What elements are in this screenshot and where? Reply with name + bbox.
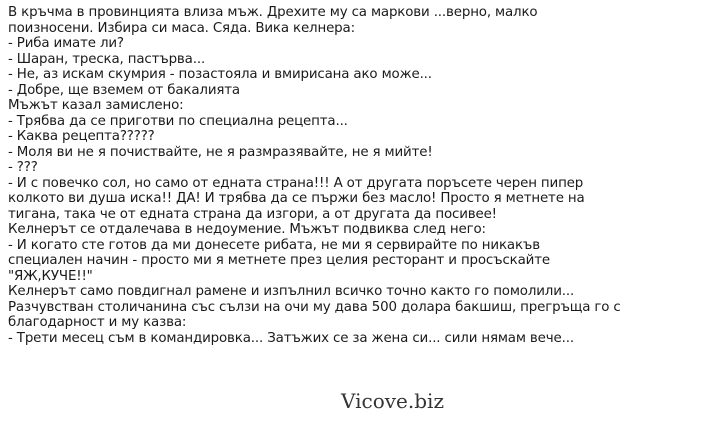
site-watermark: Vicove.biz (341, 389, 444, 413)
joke-line: - Шаран, треска, пастърва... (8, 51, 206, 67)
joke-line: В кръчма в провинцията влиза мъж. Дрехите му са маркови ...верно, малко (8, 5, 538, 20)
joke-line: - Каква рецепта????? (8, 129, 155, 144)
joke-line: "ЯЖ,КУЧЕ!!" (8, 268, 93, 284)
joke-line: - Риба имате ли? (8, 36, 124, 51)
joke-text (8, 5, 711, 346)
joke-line: - И с повечко сол, но само от едната страна!!! А от другата поръсете черен пипер (8, 175, 584, 191)
joke-line: Разчувстван столичанина със сълзи на очи му дава 500 долара бакшиш, прегръща го с (8, 299, 621, 315)
joke-line: - Моля ви не я почиствайте, не я размразявайте, не я мийте! (8, 144, 433, 160)
joke-line: благодарност и му казва: (8, 315, 187, 330)
joke-line: специален начин - просто ми я метнете през целия ресторант и просъскайте (8, 253, 550, 268)
joke-line: - Трябва да се приготви по специална рецепта... (8, 113, 348, 129)
joke-line: Келнерът само повдигнал рамене и изпълнил всичко точно както го помолили... (8, 284, 575, 299)
joke-line: - И когато сте готов да ми донесете рибата, не ми я сервирайте по никакъв (8, 237, 540, 253)
joke-line: - ??? (8, 160, 38, 175)
joke-line: - Трети месец съм в командировка... Затъжих се за жена си... сили нямам вече... (8, 330, 574, 346)
joke-line: Мъжът казал замислено: (8, 98, 184, 113)
joke-line: поизносени. Избира си маса. Сяда. Вика келнера: (8, 20, 355, 36)
joke-line: Келнерът се отдалечава в недоумение. Мъжът подвиква след него: (8, 222, 486, 237)
joke-line: колкото ви душа иска!! ДА! И трябва да се пържи без масло! Просто я метнете на (8, 191, 585, 206)
joke-line: - Не, аз искам скумрия - позастояла и вмирисана ако може... (8, 67, 432, 82)
joke-line: тигана, така че от едната страна да изгори, а от другата да посивее! (8, 206, 497, 222)
joke-line: - Добре, ще вземем от бакалията (8, 82, 240, 98)
